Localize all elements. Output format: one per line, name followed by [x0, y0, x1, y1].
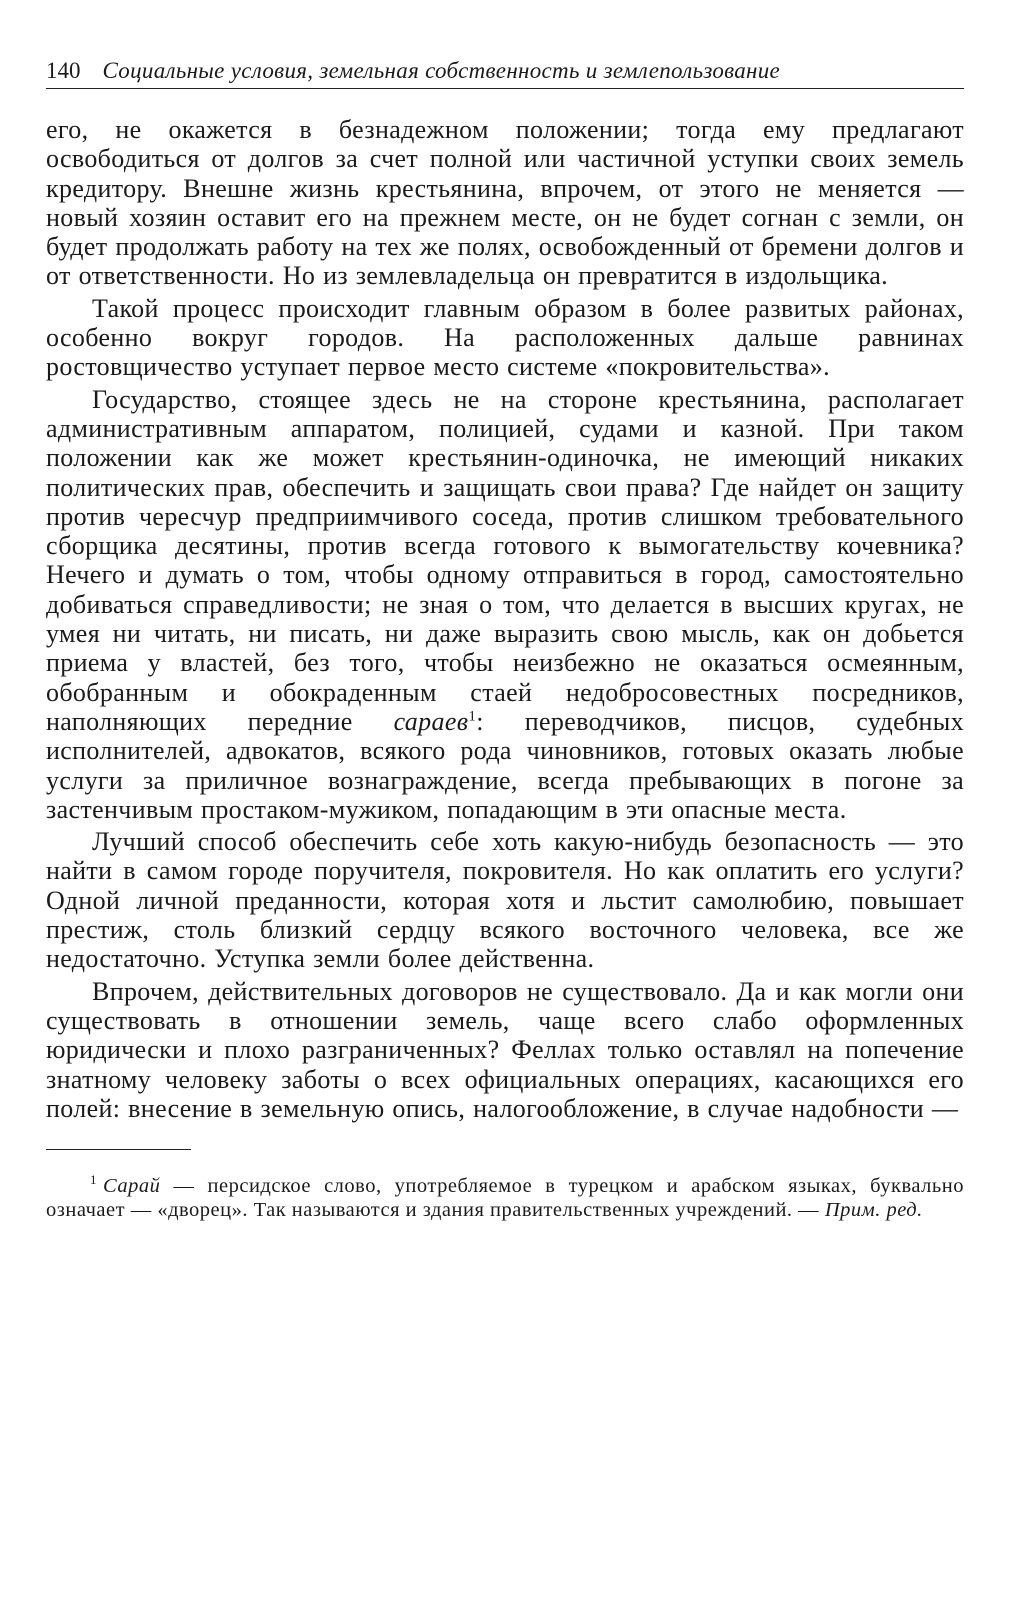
footnote-number: 1 — [90, 1172, 97, 1188]
footnote-term: Сарай — [103, 1175, 161, 1198]
running-head-title: Социальные условия, земельная собственность и землепользование — [102, 58, 781, 83]
book-page — [46, 58, 964, 1222]
page-number: 140 — [46, 58, 81, 83]
paragraph-2: Такой процесс происходит главным образом в более развитых районах, особенно вокруг городов. На расположенных дальше равнинах ростовщичество уступает первое место системе «покровительства». — [46, 293, 964, 382]
paragraph-4: Лучший способ обеспечить себе хоть какую-нибудь безопасность — это найти в самом городе поручителя, покровителя. Но как оплатить его услуги? Одной личной преданности, которая хотя и льстит самолюбию, повышает престиж, столь близкий сердцу всякого восточного человека, все же недостаточно. Уступка земли более действенна. — [46, 827, 964, 974]
running-head — [46, 58, 964, 89]
footnote-reference: 1 — [468, 708, 477, 725]
paragraph-3-italic-term: сараев — [393, 706, 469, 736]
paragraph-3-text-before: Государство, стоящее здесь не на стороне крестьянина, располагает административным аппаратом, полицией, судами и казной. При таком положении как же может крестьянин-одиночка, не имеющий никаких политических прав, обеспечить и защищать свои права? Где найдет он защиту против чересчур предприимчивого соседа, против слишком требовательного сборщика десятины, против всегда готового к вымогательству кочевника? Нечего и думать о том, чтобы одному отправиться в город, самостоятельно добиваться справедливости; не зная о том, что делается в высших кругах, не умея ни читать, ни писать, ни даже выразить свою мысль, как он добьется приема у властей, без того, чтобы неизбежно не оказаться осмеянным, обобранным и обокраденным стаей недобросовестных посредников, наполняющих передние — [46, 384, 964, 736]
body-text — [46, 115, 964, 1123]
footnote-divider — [46, 1149, 191, 1150]
paragraph-5: Впрочем, действительных договоров не существовало. Да и как могли они существовать в отношении земель, чаще всего слабо оформленных юридически и плохо разграниченных? Феллах только оставлял на попечение знатному человеку заботы о всех официальных операциях, касающихся его полей: внесение в земельную опись, налогообложение, в случае надобности — — [46, 976, 964, 1123]
paragraph-1: его, не окажется в безнадежном положении; тогда ему предлагают освободиться от долгов за счет полной или частичной уступки своих земель кредитору. Внешне жизнь крестьянина, впрочем, от этого не меняется — новый хозяин оставит его на прежнем месте, он не будет согнан с земли, он будет продолжать работу на тех же полях, освобожденный от бремени долгов и от ответственности. Но из землевладельца он превратится в издольщика. — [46, 115, 964, 291]
footnote — [46, 1174, 964, 1222]
paragraph-3-text-after: : переводчиков, писцов, судебных исполнителей, адвокатов, всякого рода чиновников, готовых оказать любые услуги за приличное вознаграждение, всегда пребывающих в погоне за застенчивым простаком-мужиком, попадающим в эти опасные места. — [46, 706, 964, 824]
footnote-editor-note: Прим. ред. — [824, 1199, 923, 1222]
footnote-text: — персидское слово, употребляемое в турецком и арабском языках, буквально означает — «дворец». Так называются и здания правительственных учреждений. — — [46, 1175, 964, 1222]
paragraph-3 — [46, 385, 964, 824]
